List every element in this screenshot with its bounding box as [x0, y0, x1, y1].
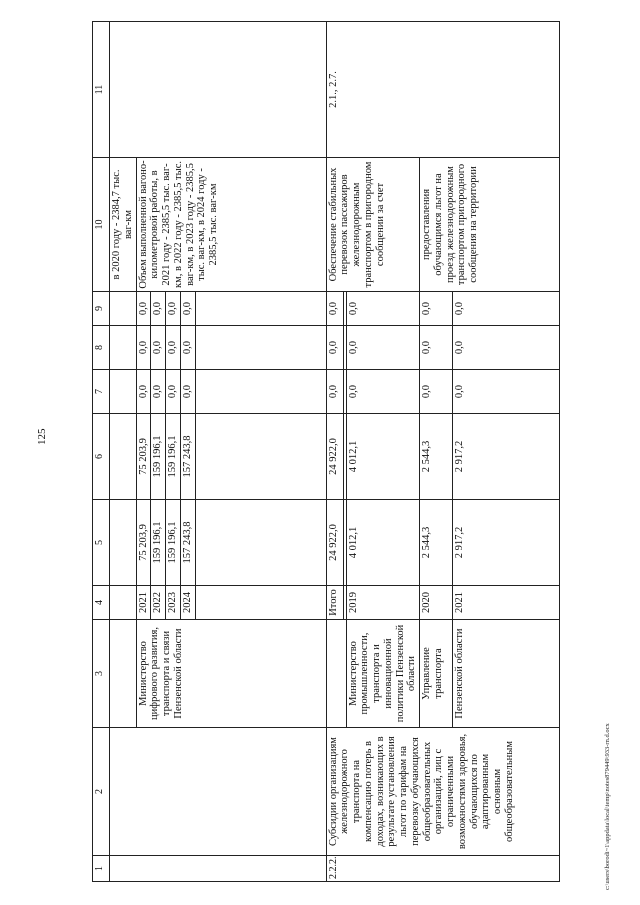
- col-header: 9: [93, 292, 110, 326]
- value-cell: 0,0: [326, 370, 343, 414]
- value-cell: 0,0: [166, 292, 181, 326]
- value-cell: 0,0: [420, 370, 453, 414]
- cell: [110, 856, 327, 882]
- cell: [110, 620, 137, 728]
- value-cell: 0,0: [136, 292, 151, 326]
- value-cell: 0,0: [151, 370, 166, 414]
- rotated-table-frame: [92, 22, 592, 882]
- cell: [195, 414, 326, 500]
- value-cell: 0,0: [180, 326, 195, 370]
- indicator-ref: 2.1., 2.7.: [326, 22, 560, 158]
- col-header: 11: [93, 22, 110, 158]
- agency-cell: Управление транспорта: [420, 620, 453, 728]
- header-row: [93, 22, 110, 882]
- value-cell: 0,0: [166, 370, 181, 414]
- value-cell: 0,0: [453, 292, 560, 326]
- goal-cell: Обеспечение стабильных перевозок пассажиров железнодорожным транспортом в пригородном сообщении за счет: [326, 158, 420, 292]
- value-cell: 2 917,2: [453, 500, 560, 586]
- cell: [195, 370, 326, 414]
- value-cell: 159 196,1: [151, 414, 166, 500]
- cell: [110, 22, 327, 158]
- col-header: 6: [93, 414, 110, 500]
- table-row: [110, 22, 137, 882]
- cell: [110, 500, 137, 586]
- footer-file-path: c:\users\borodi~1\appdata\local\temp\notes879449\933-rn.d.ocx: [604, 723, 611, 890]
- program-table: [92, 21, 560, 882]
- goal-cell-cont: предоставления обучающимся льгот на проезд железнодорожным транспортом пригородного сообщения на территории: [420, 158, 560, 292]
- col-header: 5: [93, 500, 110, 586]
- value-cell: 4 012,1: [346, 500, 420, 586]
- cell: [195, 500, 326, 586]
- col-header: 4: [93, 586, 110, 620]
- value-cell: 0,0: [346, 326, 420, 370]
- value-cell: 0,0: [346, 292, 420, 326]
- value-cell: 159 196,1: [166, 500, 181, 586]
- value-cell: 2 544,3: [420, 500, 453, 586]
- value-cell: 0,0: [166, 326, 181, 370]
- cell: [110, 292, 137, 326]
- year-cell: 2021: [136, 586, 151, 620]
- value-cell: 2 544,3: [420, 414, 453, 500]
- year-cell: 2023: [166, 586, 181, 620]
- agency-cell: Пензенской области: [453, 620, 560, 728]
- value-cell: 157 243,8: [180, 500, 195, 586]
- col-header: 1: [93, 856, 110, 882]
- item-description: Субсидии организациям железнодорожного транспорта на компенсацию потерь в доходах, возникающих в результате установления льгот по тарифам на перевозку обучающихся общеобразовательных организаций, лиц с ограниченными возможностями здоровья, обучающихся по адаптированным основным общеобразовательным: [326, 728, 560, 856]
- col-header: 8: [93, 326, 110, 370]
- c10-top-text: в 2020 году - 2384,7 тыс. ваг-км: [110, 158, 137, 292]
- value-cell: 159 196,1: [151, 500, 166, 586]
- col-header: 3: [93, 620, 110, 728]
- value-cell: 0,0: [346, 370, 420, 414]
- agency-cell: Министерство промышленности, транспорта и инновационной политики Пензенской области: [346, 620, 420, 728]
- value-cell: 157 243,8: [180, 414, 195, 500]
- value-cell: 0,0: [136, 370, 151, 414]
- cell: [326, 620, 346, 728]
- value-cell: 0,0: [420, 326, 453, 370]
- value-cell: 24 922,0: [326, 500, 343, 586]
- cell: [110, 728, 327, 856]
- value-cell: 0,0: [151, 292, 166, 326]
- year-cell: 2024: [180, 586, 195, 620]
- value-cell: 0,0: [420, 292, 453, 326]
- value-cell: 75 203,9: [136, 500, 151, 586]
- year-cell: 2022: [151, 586, 166, 620]
- col-header: 7: [93, 370, 110, 414]
- value-cell: 75 203,9: [136, 414, 151, 500]
- indicator-cell: Объем выполненной вагоно-километровой работы, в 2021 году - 2385,5 тыс. ваг-км, в 2022 году - 2385,5 тыс. ваг-км, в 2023 году - 2385,5 тыс. ваг-км, в 2024 году - 2385,5 тыс. ваг-км: [136, 158, 326, 292]
- cell: [195, 586, 326, 620]
- ministry-cell: Министерство цифрового развития, транспорта и связи Пензенской области: [136, 620, 326, 728]
- value-cell: 0,0: [453, 326, 560, 370]
- value-cell: 4 012,1: [346, 414, 420, 500]
- item-number: 2.2.2.: [326, 856, 560, 882]
- value-cell: 24 922,0: [326, 414, 343, 500]
- cell: [195, 292, 326, 326]
- cell: [195, 326, 326, 370]
- value-cell: 0,0: [180, 292, 195, 326]
- col-header: 2: [93, 728, 110, 856]
- cell: [110, 370, 137, 414]
- cell: [110, 326, 137, 370]
- value-cell: 0,0: [326, 292, 343, 326]
- year-cell: 2019: [346, 586, 420, 620]
- col-header: 10: [93, 158, 110, 292]
- total-label: Итого: [326, 586, 343, 620]
- value-cell: 0,0: [453, 370, 560, 414]
- value-cell: 159 196,1: [166, 414, 181, 500]
- value-cell: 0,0: [180, 370, 195, 414]
- page-number: 125: [36, 428, 48, 445]
- value-cell: 0,0: [326, 326, 343, 370]
- value-cell: 0,0: [136, 326, 151, 370]
- table-row: [326, 22, 343, 882]
- value-cell: 0,0: [151, 326, 166, 370]
- year-cell: 2021: [453, 586, 560, 620]
- cell: [110, 586, 137, 620]
- cell: [110, 414, 137, 500]
- value-cell: 2 917,2: [453, 414, 560, 500]
- year-cell: 2020: [420, 586, 453, 620]
